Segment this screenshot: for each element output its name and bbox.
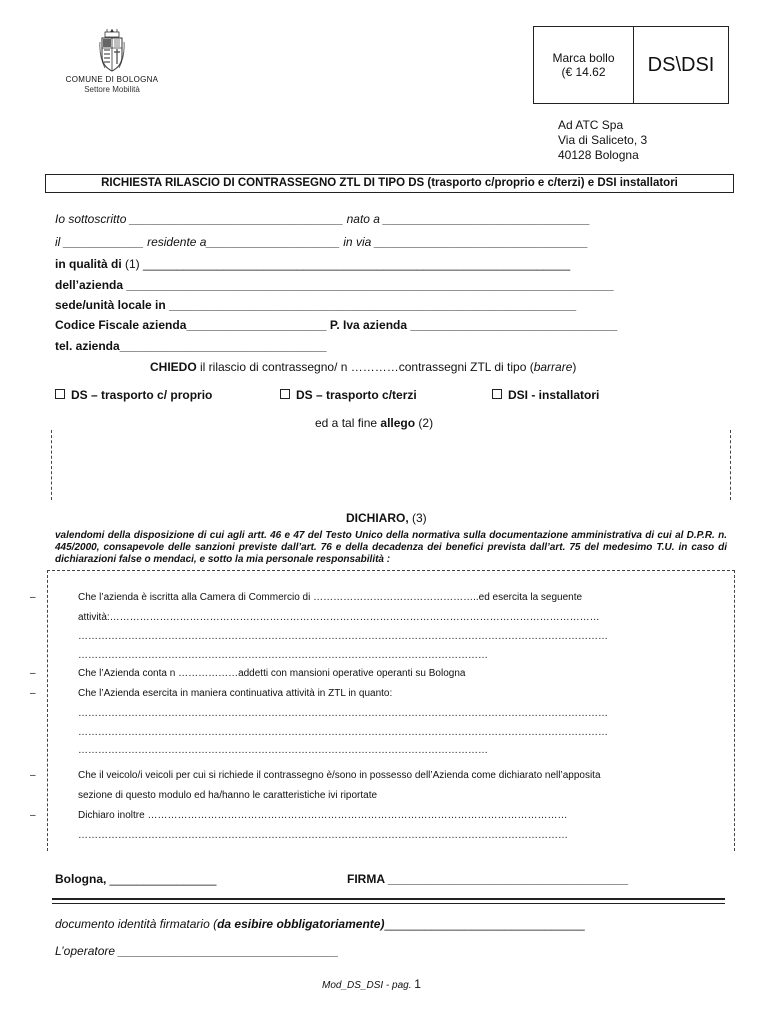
declaration-heading (346, 511, 427, 525)
option-dsi-installatori[interactable] (492, 388, 599, 402)
attachments-area[interactable] (51, 430, 731, 500)
logo-subtitle: Settore Mobilità (84, 85, 140, 94)
item-activity-line[interactable]: …………………………………………………………………………………………………………………………………………… (78, 631, 608, 642)
role-field[interactable] (55, 257, 570, 271)
bullet: – (30, 668, 36, 679)
role-line: (1) ________________________________________________________________ (121, 257, 571, 271)
item-vehicles: Che il veicolo/i veicoli per cui si richiede il contrassegno è/sono in possesso dell’Azienda come dichiarato nell’apposita (78, 770, 601, 781)
id-doc-label: documento identità firmatario ( (55, 917, 218, 931)
stamp-label: Marca bollo (€ 14.62 (534, 27, 634, 103)
recipient-address (558, 118, 647, 163)
id-doc-line: ______________________________ (384, 917, 585, 931)
signature-line: ____________________________________ (387, 872, 629, 886)
dichiaro-label: DICHIARO, (346, 511, 409, 525)
request-text: il rilascio di contrassegno/ n …………contrassegni ZTL di tipo ( (196, 360, 534, 374)
item-ztl-activity: Che l’Azienda esercita in maniera continuativa attività in ZTL in quanto: (78, 688, 393, 699)
signature-field[interactable] (347, 872, 628, 886)
option-label: DS – trasporto c/terzi (296, 388, 417, 402)
tax-vat-field[interactable]: Codice Fiscale azienda_____________________ P. Iva azienda _______________________________ (55, 318, 618, 332)
allego-pre: ed a tal fine (315, 416, 381, 430)
item-ztl-line[interactable]: …………………………………………………………………………………………………………… (78, 745, 488, 756)
checkbox-icon[interactable] (280, 389, 290, 399)
declaration-text: valendomi della disposizione di cui agli artt. 46 e 47 del Testo Unico della normativa sulla documentazione amministrativa di cui al D.P.R. n. 445/2000, consapevole delle sanzioni previste dall’art. 76 e della decadenza dei benefici prevista dall’art. 75 del medesimo T.U. in caso di dichiarazioni false o mendaci, e sotto la mia personale responsabilità : (55, 530, 727, 565)
item-activity-line[interactable]: …………………………………………………………………………………………………………… (78, 650, 488, 661)
option-ds-terzi[interactable] (280, 388, 417, 402)
place-label: Bologna, (55, 872, 107, 886)
comune-logo (62, 28, 162, 94)
barrare-label: barrare (533, 360, 573, 374)
option-ds-proprio[interactable] (55, 388, 212, 402)
divider (52, 903, 725, 904)
date-line: ________________ (109, 872, 217, 886)
checkbox-icon[interactable] (55, 389, 65, 399)
id-doc-bold: da esibire obbligatoriamente) (217, 917, 385, 931)
item-ztl-line[interactable]: …………………………………………………………………………………………………………………………………………… (78, 727, 608, 738)
form-title: RICHIESTA RILASCIO DI CONTRASSEGNO ZTL DI TIPO DS (trasporto c/proprio e c/terzi) e DSI installatori (45, 174, 734, 193)
firma-label: FIRMA (347, 872, 385, 886)
attachments-label (315, 416, 433, 430)
checkbox-icon[interactable] (492, 389, 502, 399)
item-activity-line[interactable]: attività:………………………………………………………………………………………………………………………………… (78, 612, 600, 623)
page-number: 1 (414, 977, 421, 991)
company-phone-field[interactable]: tel. azienda_______________________________ (55, 339, 327, 353)
item-ztl-line[interactable]: …………………………………………………………………………………………………………………………………………… (78, 708, 608, 719)
allego-post: (2) (415, 416, 434, 430)
form-code: DS\DSI (647, 53, 715, 76)
place-date-field[interactable] (55, 872, 216, 886)
role-label: in qualità di (55, 257, 122, 271)
request-end: ) (572, 360, 577, 374)
bullet: – (30, 770, 36, 781)
address-line: 40128 Bologna (558, 148, 639, 162)
item-employees[interactable]: Che l’Azienda conta n ………………addetti con mansioni operative operanti su Bologna (78, 668, 466, 679)
stamp-box (533, 26, 729, 104)
divider (52, 898, 725, 900)
bullet: – (30, 688, 36, 699)
company-field[interactable]: dell’azienda _________________________________________________________________________ (55, 278, 614, 292)
footer-label: Mod_DS_DSI - pag. (322, 980, 412, 991)
bullet: – (30, 810, 36, 821)
chiedo-label: CHIEDO (150, 360, 197, 374)
id-document-field[interactable] (55, 917, 585, 931)
bullet: – (30, 592, 36, 603)
option-label: DSI - installatori (508, 388, 600, 402)
company-location-field[interactable]: sede/unità locale in _____________________________________________________________ (55, 298, 577, 312)
birth-residence-field[interactable]: il ____________ residente a____________________ in via ________________________________ (55, 235, 589, 249)
page-footer (322, 977, 421, 991)
item-further-line[interactable]: ………………………………………………………………………………………………………………………………… (78, 830, 568, 841)
option-label: DS – trasporto c/ proprio (71, 388, 213, 402)
operator-field[interactable]: L’operatore _________________________________ (55, 944, 339, 958)
item-vehicles-cont: sezione di questo modulo ed ha/hanno le caratteristiche ivi riportate (78, 790, 378, 801)
address-line: Ad ATC Spa (558, 118, 624, 132)
dichiaro-note: (3) (408, 511, 427, 525)
allego-bold: allego (380, 416, 416, 430)
logo-title: COMUNE DI BOLOGNA (65, 75, 159, 84)
address-line: Via di Saliceto, 3 (558, 133, 648, 147)
item-further-declarations[interactable]: Dichiaro inoltre ……………………………………………………………………………………………………………… (78, 810, 568, 821)
coat-of-arms-icon (99, 28, 125, 74)
item-chamber-commerce[interactable]: Che l’azienda è iscritta alla Camera di Commercio di …………………………………………..ed esercita la seguente (78, 592, 583, 603)
request-line (150, 360, 576, 374)
name-birthplace-field[interactable]: Io sottoscritto ________________________________ nato a _______________________________ (55, 212, 591, 226)
